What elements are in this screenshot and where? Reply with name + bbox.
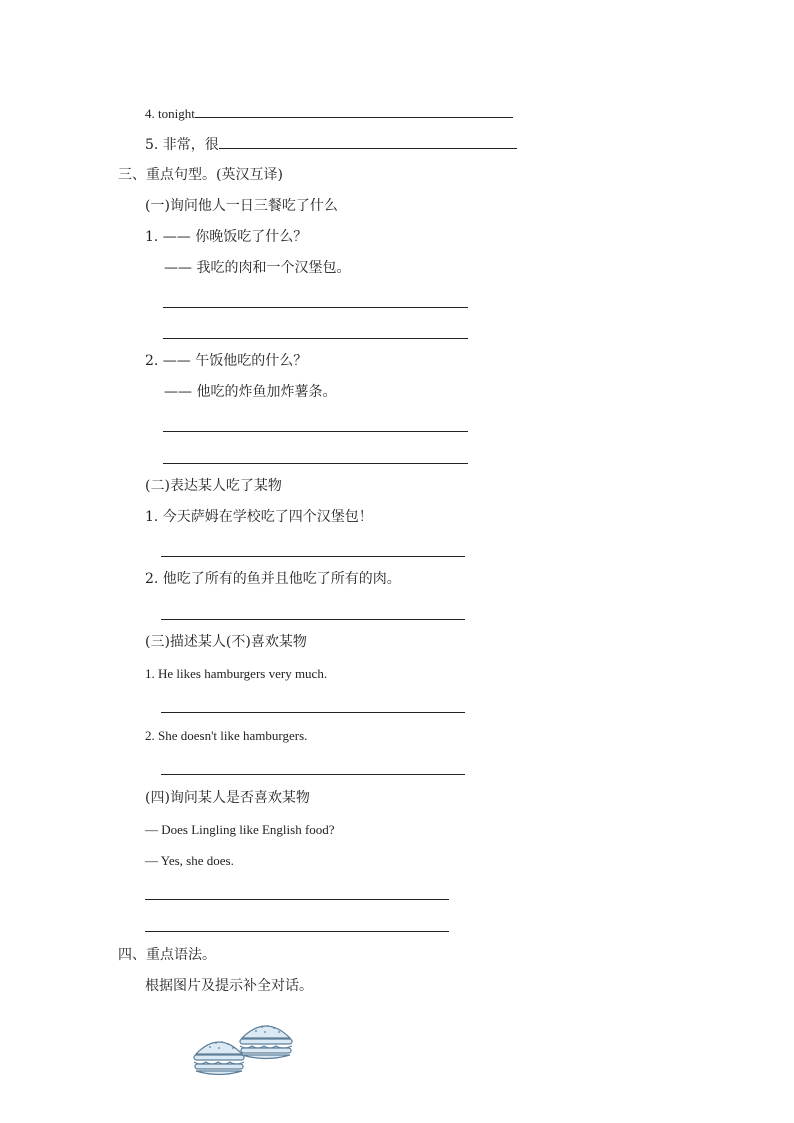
part-2-question-1: 1. 今天萨姆在学校吃了四个汉堡包！ <box>145 509 373 525</box>
answer-blank[interactable] <box>195 103 513 118</box>
question-2-line-b: —— 他吃的炸鱼加炸薯条。 <box>164 384 337 400</box>
hamburgers-icon <box>190 1016 300 1084</box>
part-4-title: (四)询问某人是否喜欢某物 <box>145 790 310 806</box>
answer-line[interactable] <box>163 338 468 339</box>
answer-line[interactable] <box>161 712 465 713</box>
section-4-title: 四、重点语法。 <box>118 947 216 963</box>
vocab-item-4: 4. tonight <box>145 103 513 123</box>
part-2-question-2: 2. 他吃了所有的鱼并且他吃了所有的肉。 <box>145 571 401 587</box>
answer-line[interactable] <box>163 431 468 432</box>
answer-line[interactable] <box>163 307 468 308</box>
part-2-title: (二)表达某人吃了某物 <box>145 478 282 494</box>
question-1-line-b: —— 我吃的肉和一个汉堡包。 <box>164 260 351 276</box>
part-4-line-b: — Yes, she does. <box>145 853 234 868</box>
answer-line[interactable] <box>161 619 465 620</box>
answer-line[interactable] <box>161 774 465 775</box>
answer-blank[interactable] <box>219 134 517 149</box>
part-3-title: (三)描述某人(不)喜欢某物 <box>145 634 307 650</box>
answer-line[interactable] <box>145 899 449 900</box>
vocab-item-5: 5. 非常，很 <box>145 134 517 154</box>
part-1-title: (一)询问他人一日三餐吃了什么 <box>145 198 338 214</box>
question-1-line-a: 1. —— 你晚饭吃了什么？ <box>145 229 308 245</box>
section-3-title: 三、重点句型。(英汉互译) <box>118 167 283 183</box>
answer-line[interactable] <box>161 556 465 557</box>
part-3-question-2: 2. She doesn't like hamburgers. <box>145 728 308 743</box>
answer-line[interactable] <box>145 931 449 932</box>
part-3-question-1: 1. He likes hamburgers very much. <box>145 666 328 681</box>
part-4-line-a: — Does Lingling like English food? <box>145 822 335 837</box>
question-2-line-a: 2. —— 午饭他吃的什么？ <box>145 353 308 369</box>
section-4-instruction: 根据图片及提示补全对话。 <box>145 978 313 994</box>
answer-line[interactable] <box>163 463 468 464</box>
